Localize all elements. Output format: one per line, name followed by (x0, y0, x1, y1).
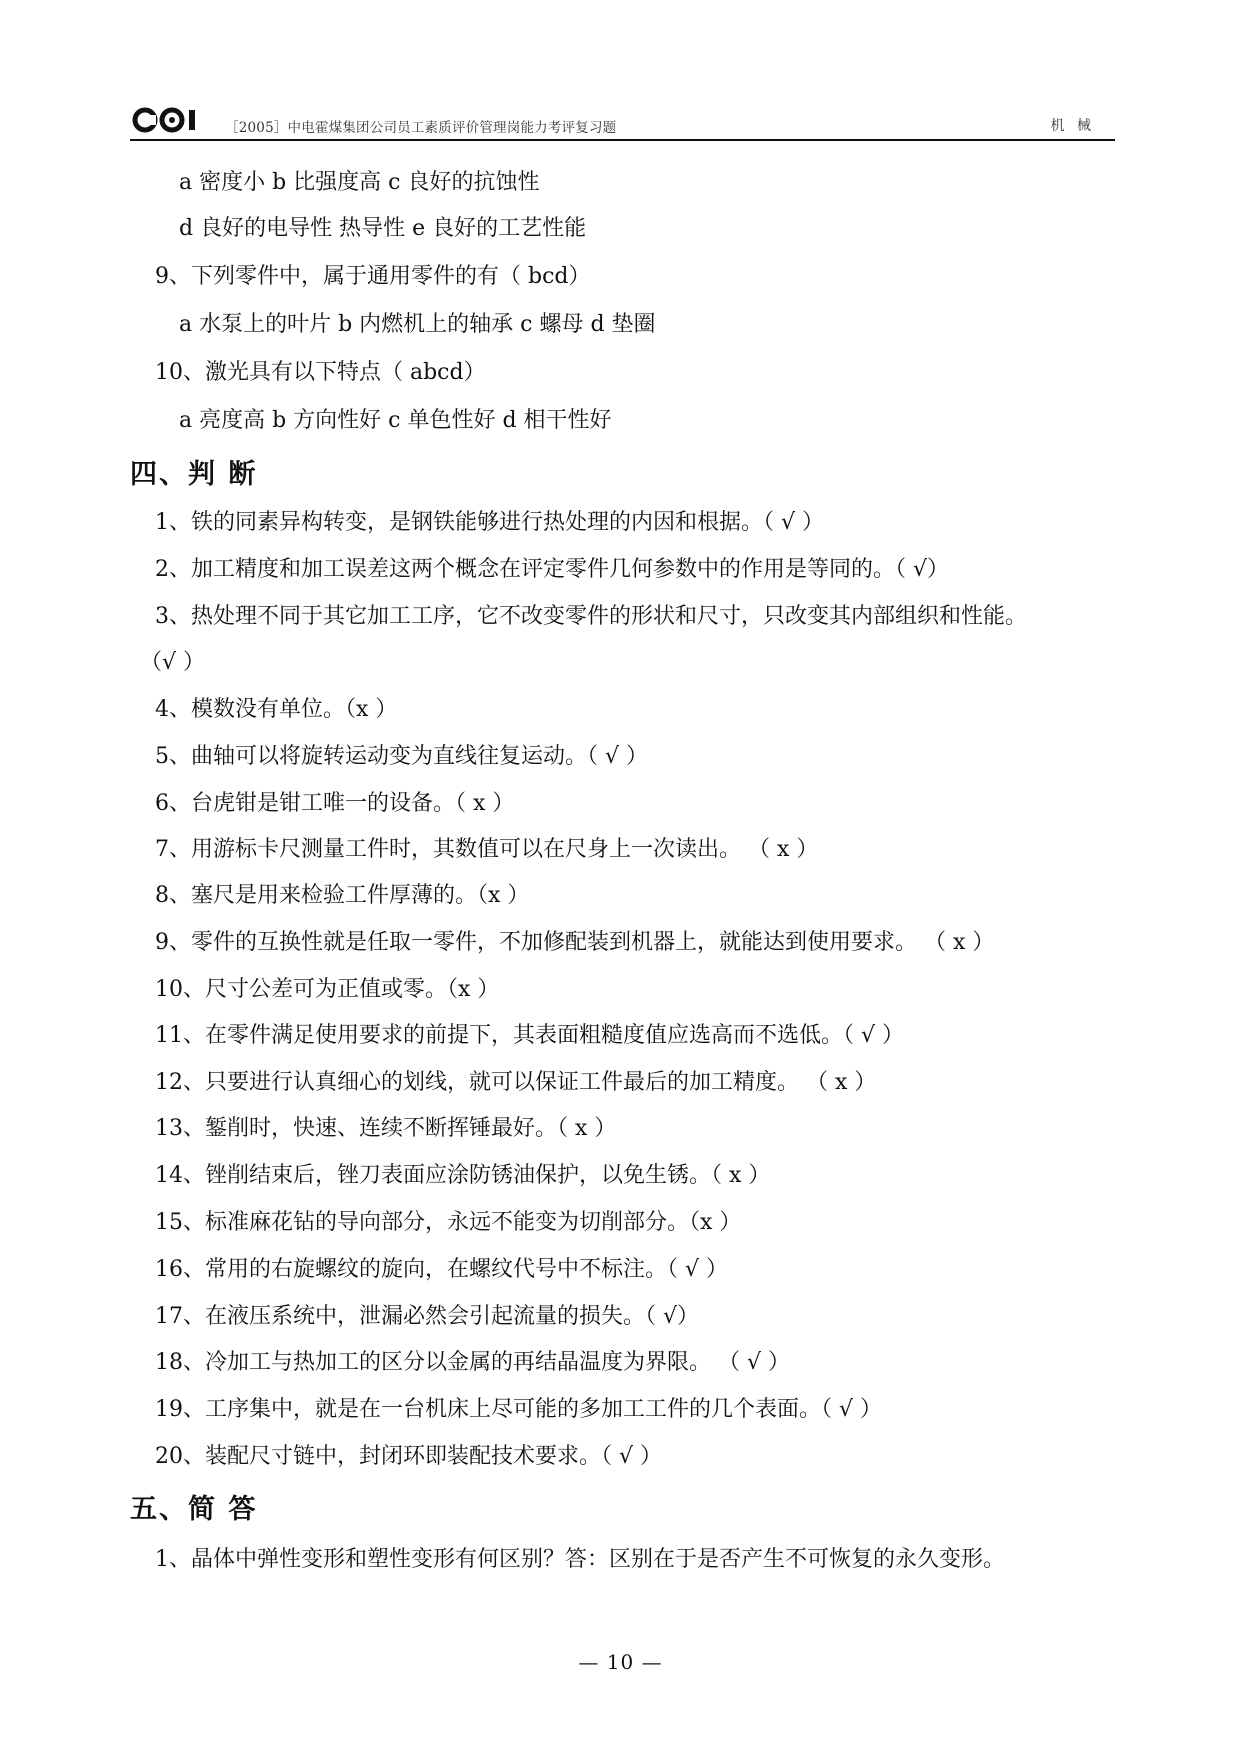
page-header (130, 103, 1115, 141)
list-item: 1、晶体中弹性变形和塑性变形有何区别？答：区别在于是否产生不可恢复的永久变形。 (155, 1547, 1005, 1572)
document-category: 机 械 (1050, 118, 1095, 134)
list-item: 7、用游标卡尺测量工件时，其数值可以在尺身上一次读出。 （ x ） (155, 837, 819, 862)
page-number: — 10 — (578, 1650, 663, 1674)
section-heading: 五、简 答 (130, 1494, 258, 1525)
list-item: 12、只要进行认真细心的划线，就可以保证工件最后的加工精度。 （ x ） (155, 1070, 877, 1095)
list-item: 6、台虎钳是钳工唯一的设备。（ x ） (155, 791, 515, 816)
list-item: 13、錾削时，快速、连续不断挥锤最好。（ x ） (155, 1116, 617, 1141)
list-item: d 良好的电导性 热导性 e 良好的工艺性能 (179, 216, 587, 241)
list-item: 10、尺寸公差可为正值或零。（x ） (155, 977, 500, 1002)
list-item: （√ ） (140, 650, 206, 675)
list-item: 9、零件的互换性就是任取一零件，不加修配装到机器上，就能达到使用要求。 （ x ） (155, 930, 995, 955)
document-title: ［2005］中电霍煤集团公司员工素质评价管理岗能力考评复习题 (225, 120, 617, 136)
list-item: 3、热处理不同于其它加工工序，它不改变零件的形状和尺寸，只改变其内部组织和性能。 (155, 604, 1028, 629)
list-item: 20、装配尺寸链中，封闭环即装配技术要求。（ √ ） (155, 1444, 663, 1469)
list-item: 18、冷加工与热加工的区分以金属的再结晶温度为界限。 （ √ ） (155, 1350, 790, 1375)
list-item: 19、工序集中，就是在一台机床上尽可能的多加工工件的几个表面。（ √ ） (155, 1397, 883, 1422)
list-item: 4、模数没有单位。（x ） (155, 697, 398, 722)
list-item: a 密度小 b 比强度高 c 良好的抗蚀性 (179, 170, 540, 195)
list-item: 16、常用的右旋螺纹的旋向，在螺纹代号中不标注。（ √ ） (155, 1257, 729, 1282)
company-logo (132, 107, 222, 133)
list-item: 8、塞尺是用来检验工件厚薄的。（x ） (155, 883, 530, 908)
list-item: a 亮度高 b 方向性好 c 单色性好 d 相干性好 (179, 408, 612, 433)
list-item: 10、激光具有以下特点（ abcd） (155, 360, 486, 385)
list-item: 17、在液压系统中，泄漏必然会引起流量的损失。（ √） (155, 1304, 700, 1329)
list-item: 14、锉削结束后，锉刀表面应涂防锈油保护，以免生锈。（ x ） (155, 1163, 771, 1188)
list-item: 11、在零件满足使用要求的前提下，其表面粗糙度值应选高而不选低。（ √ ） (155, 1023, 905, 1048)
list-item: 1、铁的同素异构转变，是钢铁能够进行热处理的内因和根据。（ √ ） (155, 510, 825, 535)
list-item: 2、加工精度和加工误差这两个概念在评定零件几何参数中的作用是等同的。（ √） (155, 557, 950, 582)
list-item: a 水泵上的叶片 b 内燃机上的轴承 c 螺母 d 垫圈 (179, 312, 656, 337)
list-item: 15、标准麻花钻的导向部分，永远不能变为切削部分。（x ） (155, 1210, 742, 1235)
list-item: 9、下列零件中，属于通用零件的有（ bcd） (155, 264, 591, 289)
list-item: 5、曲轴可以将旋转运动变为直线往复运动。（ √ ） (155, 744, 649, 769)
section-heading: 四、判 断 (130, 459, 258, 490)
